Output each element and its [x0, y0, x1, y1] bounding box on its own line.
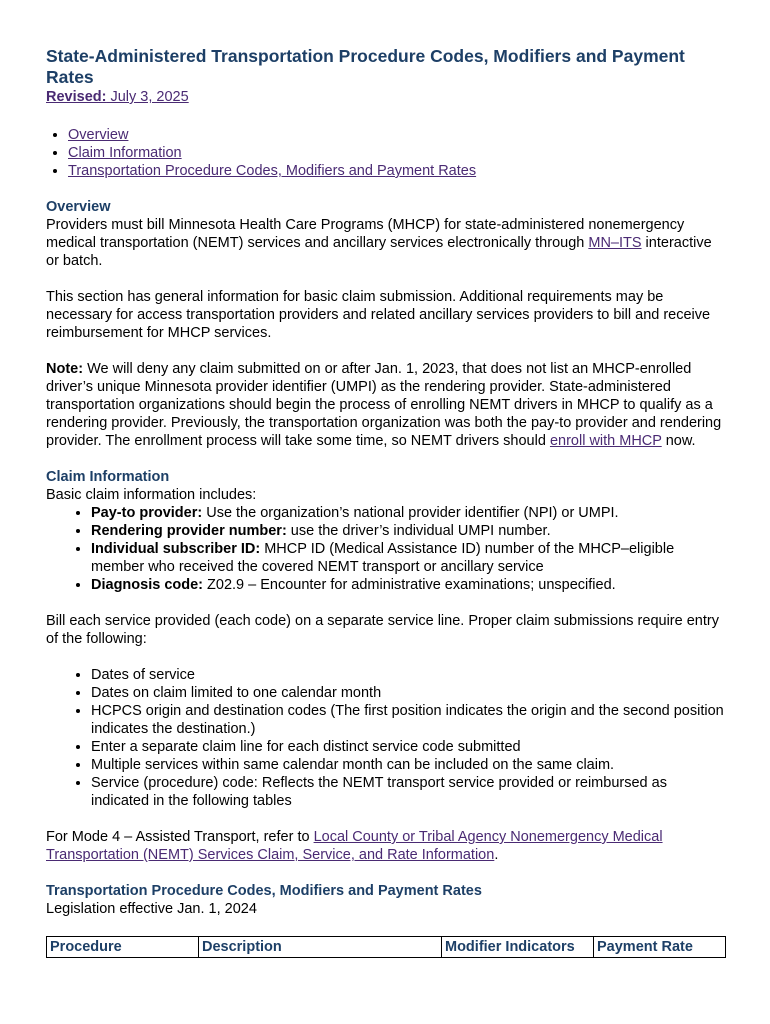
toc-link-overview[interactable]: Overview [68, 127, 129, 143]
revised-line [46, 88, 724, 106]
toc-item-overview [68, 126, 724, 144]
item-text: MHCP ID (Medical Assistance ID) number of the MHCP–eligible member who received the covered NEMT transport or ancillary service [91, 541, 675, 575]
column-header-payment-rate: Payment Rate [594, 937, 726, 958]
column-header-modifier-indicators: Modifier Indicators [442, 937, 594, 958]
item-label: Pay-to provider: [91, 505, 203, 521]
column-header-description: Description [199, 937, 442, 958]
enroll-with-mhcp-link[interactable]: enroll with MHCP [549, 433, 662, 449]
bill-each-service-paragraph: Bill each service provided (each code) on a separate service line. Proper claim submissions require entry of the following: [46, 613, 719, 647]
note-label: Note: [46, 361, 84, 377]
overview-text: Providers must bill Minnesota Health Care Programs (MHCP) for state-administered nonemergency medical transportation (NEMT) services and ancillary services electronically through [46, 217, 685, 251]
list-item [91, 504, 726, 522]
item-label: Individual subscriber ID: [91, 541, 261, 557]
list-item: • Multiple services within same calendar month can be included on the same claim. [91, 756, 726, 774]
list-item: • Dates of service [91, 666, 726, 684]
item-text: use the driver’s individual UMPI number. [286, 523, 551, 539]
overview-paragraph-2: This section has general information for basic claim submission. Additional requirements may be necessary for access transportation providers and related ancillary services providers to bill and receive reimbursement for MHCP services. [46, 289, 711, 341]
mn-its-link[interactable]: MN–ITS [588, 235, 642, 251]
list-item: • Enter a separate claim line for each distinct service code submitted [91, 738, 726, 756]
item-text: Use the organization’s national provider identifier (NPI) or UMPI. [202, 505, 619, 521]
mode-4-paragraph [46, 828, 726, 864]
procedure-codes-table [46, 936, 726, 958]
procedure-codes-heading: Transportation Procedure Codes, Modifiers and Payment Rates [46, 883, 482, 899]
note-paragraph [46, 360, 726, 450]
toc-item-procedure-codes [68, 162, 724, 180]
revised-date: July 3, 2025 [110, 89, 189, 105]
page-title: State-Administered Transportation Procedure Codes, Modifiers and Payment Rates [46, 46, 685, 87]
list-item [91, 540, 726, 576]
legislation-effective: Legislation effective Jan. 1, 2024 [46, 901, 257, 917]
toc-link-procedure-codes[interactable]: Transportation Procedure Codes, Modifiers and Payment Rates [68, 163, 477, 179]
table-of-contents [46, 126, 724, 180]
list-item: • Service (procedure) code: Reflects the NEMT transport service provided or reimbursed as indicated in the following tables [91, 774, 726, 810]
overview-heading: Overview [46, 199, 111, 215]
revised-label: Revised: [46, 89, 107, 105]
claim-info-list [46, 504, 726, 594]
toc-link-claim-information[interactable]: Claim Information [68, 145, 182, 161]
overview-paragraph-1 [46, 216, 726, 270]
note-text-end: now. [661, 433, 696, 449]
note-text: We will deny any claim submitted on or after Jan. 1, 2023, that does not list an MHCP-enrolled driver’s unique Minnesota provider identifier (UMPI) as the rendering provider. State-administered transportation organizations should begin the process of enrolling NEMT drivers in MHCP to qualify as a rendering provider. Previously, the transportation organization was both the pay-to provider and rendering provider. The enrollment process will take some time, so NEMT drivers should [46, 361, 722, 449]
toc-item-claim-information [68, 144, 724, 162]
list-item [91, 576, 726, 594]
list-item: • Dates on claim limited to one calendar month [91, 684, 726, 702]
column-header-procedure: Procedure [47, 937, 199, 958]
item-label: Diagnosis code: [91, 577, 203, 593]
claim-requirements-list [46, 666, 726, 810]
claim-intro: Basic claim information includes: [46, 487, 257, 503]
local-county-nemt-link[interactable]: Local County or Tribal Agency Nonemergency Medical Transportation (NEMT) Services Claim, Service, and Rate Information [46, 829, 663, 863]
list-item: • HCPCS origin and destination codes (The first position indicates the origin and the second position indicates the destination.) [91, 702, 726, 738]
mode-4-text-end: . [494, 847, 499, 863]
item-label: Rendering provider number: [91, 523, 287, 539]
overview-text-end: interactive or batch. [46, 235, 712, 269]
item-text: Z02.9 – Encounter for administrative examinations; unspecified. [203, 577, 616, 593]
list-item [91, 522, 726, 540]
claim-information-heading: Claim Information [46, 469, 170, 485]
table-header-row [47, 937, 726, 958]
mode-4-text: For Mode 4 – Assisted Transport, refer to [46, 829, 314, 845]
